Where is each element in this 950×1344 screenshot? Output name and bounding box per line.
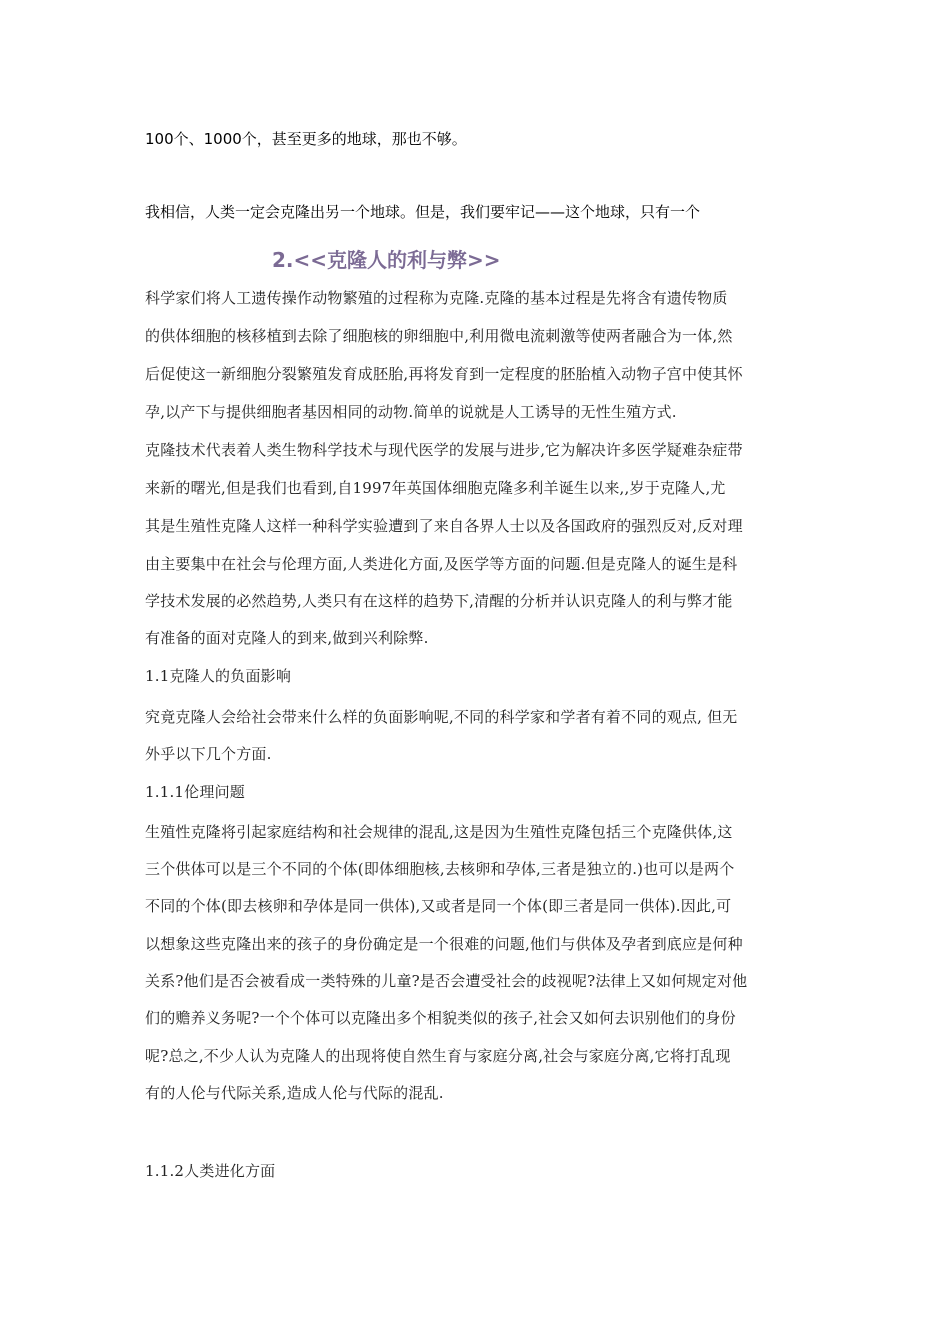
section-heading: 2.<<克隆人的利与弊>> bbox=[272, 248, 501, 272]
intro-line-2: 我相信，人类一定会克隆出另一个地球。但是，我们要牢记——这个地球，只有一个 bbox=[145, 203, 701, 221]
paragraph-line: 们的赡养义务呢?一个个体可以克隆出多个相貌类似的孩子,社会又如何去识别他们的身份 bbox=[145, 1009, 736, 1027]
subsection-title: 1.1克隆人的负面影响 bbox=[145, 667, 292, 685]
paragraph-line: 不同的个体(即去核卵和孕体是同一供体),又或者是同一个体(即三者是同一供体).因此,可 bbox=[145, 897, 732, 915]
paragraph-line: 究竟克隆人会给社会带来什么样的负面影响呢,不同的科学家和学者有着不同的观点, 但无 bbox=[145, 708, 738, 726]
paragraph-line: 孕,以产下与提供细胞者基因相同的动物.简单的说就是人工诱导的无性生殖方式. bbox=[145, 403, 677, 421]
subsection-title: 1.1.2人类进化方面 bbox=[145, 1162, 276, 1180]
paragraph-line: 生殖性克隆将引起家庭结构和社会规律的混乱,这是因为生殖性克隆包括三个克隆供体,这 bbox=[145, 823, 733, 841]
intro-line-1: 100个、1000个，甚至更多的地球，那也不够。 bbox=[145, 130, 467, 148]
paragraph-line: 由主要集中在社会与伦理方面,人类进化方面,及医学等方面的问题.但是克隆人的诞生是科 bbox=[145, 555, 738, 573]
paragraph-line: 有的人伦与代际关系,造成人伦与代际的混乱. bbox=[145, 1084, 444, 1102]
paragraph-line: 呢?总之,不少人认为克隆人的出现将使自然生育与家庭分离,社会与家庭分离,它将打乱现 bbox=[145, 1047, 731, 1065]
paragraph-line: 三个供体可以是三个不同的个体(即体细胞核,去核卵和孕体,三者是独立的.)也可以是两个 bbox=[145, 860, 735, 878]
paragraph-line: 以想象这些克隆出来的孩子的身份确定是一个很难的问题,他们与供体及孕者到底应是何种 bbox=[145, 935, 743, 953]
paragraph-line: 其是生殖性克隆人这样一种科学实验遭到了来自各界人士以及各国政府的强烈反对,反对理 bbox=[145, 517, 743, 535]
paragraph-line: 学技术发展的必然趋势,人类只有在这样的趋势下,清醒的分析并认识克隆人的利与弊才能 bbox=[145, 592, 733, 610]
paragraph-line: 外乎以下几个方面. bbox=[145, 745, 272, 763]
paragraph-line: 关系?他们是否会被看成一类特殊的儿童?是否会遭受社会的歧视呢?法律上又如何规定对他 bbox=[145, 972, 748, 990]
paragraph-line: 来新的曙光,但是我们也看到,自1997年英国体细胞克隆多利羊诞生以来,,岁于克隆人,尤 bbox=[145, 479, 726, 497]
paragraph-line: 克隆技术代表着人类生物科学技术与现代医学的发展与进步,它为解决许多医学疑难杂症带 bbox=[145, 441, 743, 459]
paragraph-line: 有准备的面对克隆人的到来,做到兴利除弊. bbox=[145, 629, 429, 647]
paragraph-line: 的供体细胞的核移植到去除了细胞核的卵细胞中,利用微电流刺激等使两者融合为一体,然 bbox=[145, 327, 733, 345]
paragraph-line: 后促使这一新细胞分裂繁殖发育成胚胎,再将发育到一定程度的胚胎植入动物子宫中使其怀 bbox=[145, 365, 743, 383]
subsection-title: 1.1.1伦理问题 bbox=[145, 783, 245, 801]
paragraph-line: 科学家们将人工遗传操作动物繁殖的过程称为克隆.克隆的基本过程是先将含有遗传物质 bbox=[145, 289, 728, 307]
